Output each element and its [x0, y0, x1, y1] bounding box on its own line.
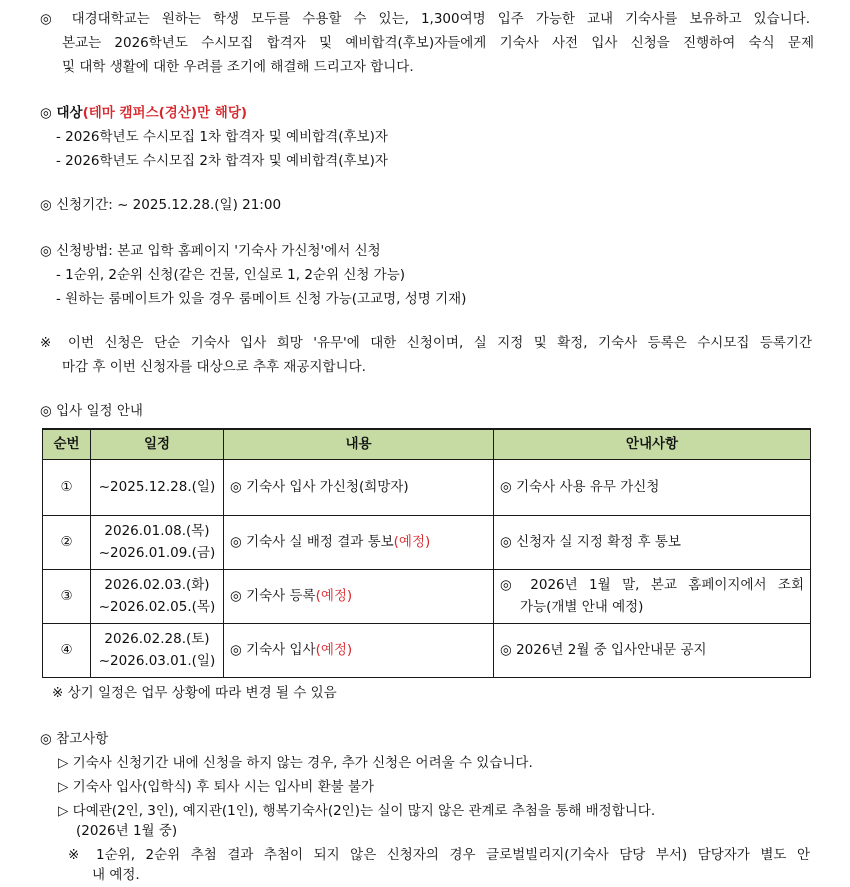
reference-item-1: ▷ 기숙사 신청기간 내에 신청을 하지 않는 경우, 추가 신청은 어려울 수 있습니다.	[58, 755, 533, 771]
reference-item-3-sub: (2026년 1월 중)	[76, 823, 178, 839]
row-no: ①	[43, 459, 91, 515]
intro-line-1: ◎ 대경대학교는 원하는 학생 모두를 수용할 수 있는, 1,300여명 입주 가능한 교내 기숙사를 보유하고 있습니다.	[40, 11, 810, 27]
table-row	[43, 459, 811, 515]
row-date	[91, 569, 224, 623]
row-guide-text: ◎ 신청자 실 지정 확정 후 통보	[500, 534, 681, 550]
target-item-2: - 2026학년도 수시모집 2차 합격자 및 예비합격(후보)자	[56, 153, 388, 169]
row-guide-text: ◎ 기숙사 사용 유무 가신청	[500, 479, 660, 495]
row-date-end: ~2026.03.01.(일)	[98, 653, 216, 669]
row-date-start: 2026.01.08.(목)	[104, 523, 210, 539]
method-heading: ◎ 신청방법: 본교 입학 홈페이지 '기숙사 가신청'에서 신청	[40, 243, 381, 259]
row-date	[91, 459, 224, 515]
col-header-date: 일정	[91, 429, 224, 459]
row-date-end: ~2026.02.05.(목)	[98, 599, 216, 615]
table-row	[43, 623, 811, 677]
row-no: ④	[43, 623, 91, 677]
row-guide-text-cont: 가능(개별 안내 예정)	[520, 599, 644, 615]
reference-item-2: ▷ 기숙사 입사(입학식) 후 퇴사 시는 입사비 환불 불가	[58, 779, 375, 795]
row-no: ③	[43, 569, 91, 623]
reference-heading: ◎ 참고사항	[40, 731, 109, 747]
row-content	[224, 515, 494, 569]
row-content-tentative: (예정)	[315, 588, 353, 604]
target-heading-label: ◎ 대상	[40, 105, 83, 121]
method-item-1: - 1순위, 2순위 신청(같은 건물, 인실로 1, 2순위 신청 가능)	[56, 267, 406, 283]
target-heading	[40, 104, 247, 122]
row-date	[91, 623, 224, 677]
row-content	[224, 623, 494, 677]
reference-note-line-1: ※ 1순위, 2순위 추첨 결과 추첨이 되지 않은 신청자의 경우 글로벌빌리지(기숙사 담당 부서) 담당자가 별도 안	[68, 847, 810, 863]
schedule-header-row	[43, 429, 811, 459]
reference-item-3: ▷ 다예관(2인, 3인), 예지관(1인), 행복기숙사(2인)는 실이 많지 않은 관계로 추첨을 통해 배정합니다.	[58, 803, 656, 819]
row-date-start: ~2025.12.28.(일)	[98, 479, 216, 495]
row-guide-text: ◎ 2026년 1월 말, 본교 홈페이지에서 조회	[500, 577, 804, 593]
row-date-start: 2026.02.28.(토)	[104, 631, 210, 647]
table-row	[43, 569, 811, 623]
target-item-1: - 2026학년도 수시모집 1차 합격자 및 예비합격(후보)자	[56, 129, 388, 145]
application-period: ◎ 신청기간: ~ 2025.12.28.(일) 21:00	[40, 197, 282, 213]
row-guide	[494, 569, 811, 623]
notice-line-1: ※ 이번 신청은 단순 기숙사 입사 희망 '유무'에 대한 신청이며, 실 지정 및 확정, 기숙사 등록은 수시모집 등록기간	[40, 335, 812, 351]
row-date-end: ~2026.01.09.(금)	[98, 545, 216, 561]
col-header-guide: 안내사항	[494, 429, 811, 459]
col-header-content: 내용	[224, 429, 494, 459]
schedule-heading: ◎ 입사 일정 안내	[40, 403, 143, 419]
reference-note-line-2: 내 예정.	[92, 867, 140, 883]
row-content-text: ◎ 기숙사 등록	[230, 588, 316, 604]
row-content	[224, 569, 494, 623]
row-content-tentative: (예정)	[393, 534, 431, 550]
table-row	[43, 515, 811, 569]
row-date-start: 2026.02.03.(화)	[104, 577, 210, 593]
row-content	[224, 459, 494, 515]
row-content-text: ◎ 기숙사 실 배정 결과 통보	[230, 534, 394, 550]
target-campus-note: (테마 캠퍼스(경산)만 해당)	[82, 105, 248, 121]
intro-line-2: 본교는 2026학년도 수시모집 합격자 및 예비합격(후보)자들에게 기숙사 사전 입사 신청을 진행하여 숙식 문제	[62, 35, 814, 51]
row-guide-text: ◎ 2026년 2월 중 입사안내문 공지	[500, 642, 707, 658]
row-guide	[494, 459, 811, 515]
method-item-2: - 원하는 룸메이트가 있을 경우 룸메이트 신청 가능(고교명, 성명 기재)	[56, 291, 467, 307]
col-header-no: 순번	[43, 429, 91, 459]
row-content-tentative: (예정)	[315, 642, 353, 658]
schedule-table	[42, 428, 811, 678]
intro-line-3: 및 대학 생활에 대한 우려를 조기에 해결해 드리고자 합니다.	[62, 59, 414, 75]
row-guide	[494, 623, 811, 677]
row-content-text: ◎ 기숙사 입사 가신청(희망자)	[230, 479, 409, 495]
row-no: ②	[43, 515, 91, 569]
row-content-text: ◎ 기숙사 입사	[230, 642, 316, 658]
row-guide	[494, 515, 811, 569]
schedule-footnote: ※ 상기 일정은 업무 상황에 따라 변경 될 수 있음	[52, 685, 337, 701]
row-date	[91, 515, 224, 569]
notice-line-2: 마감 후 이번 신청자를 대상으로 추후 재공지합니다.	[62, 359, 366, 375]
